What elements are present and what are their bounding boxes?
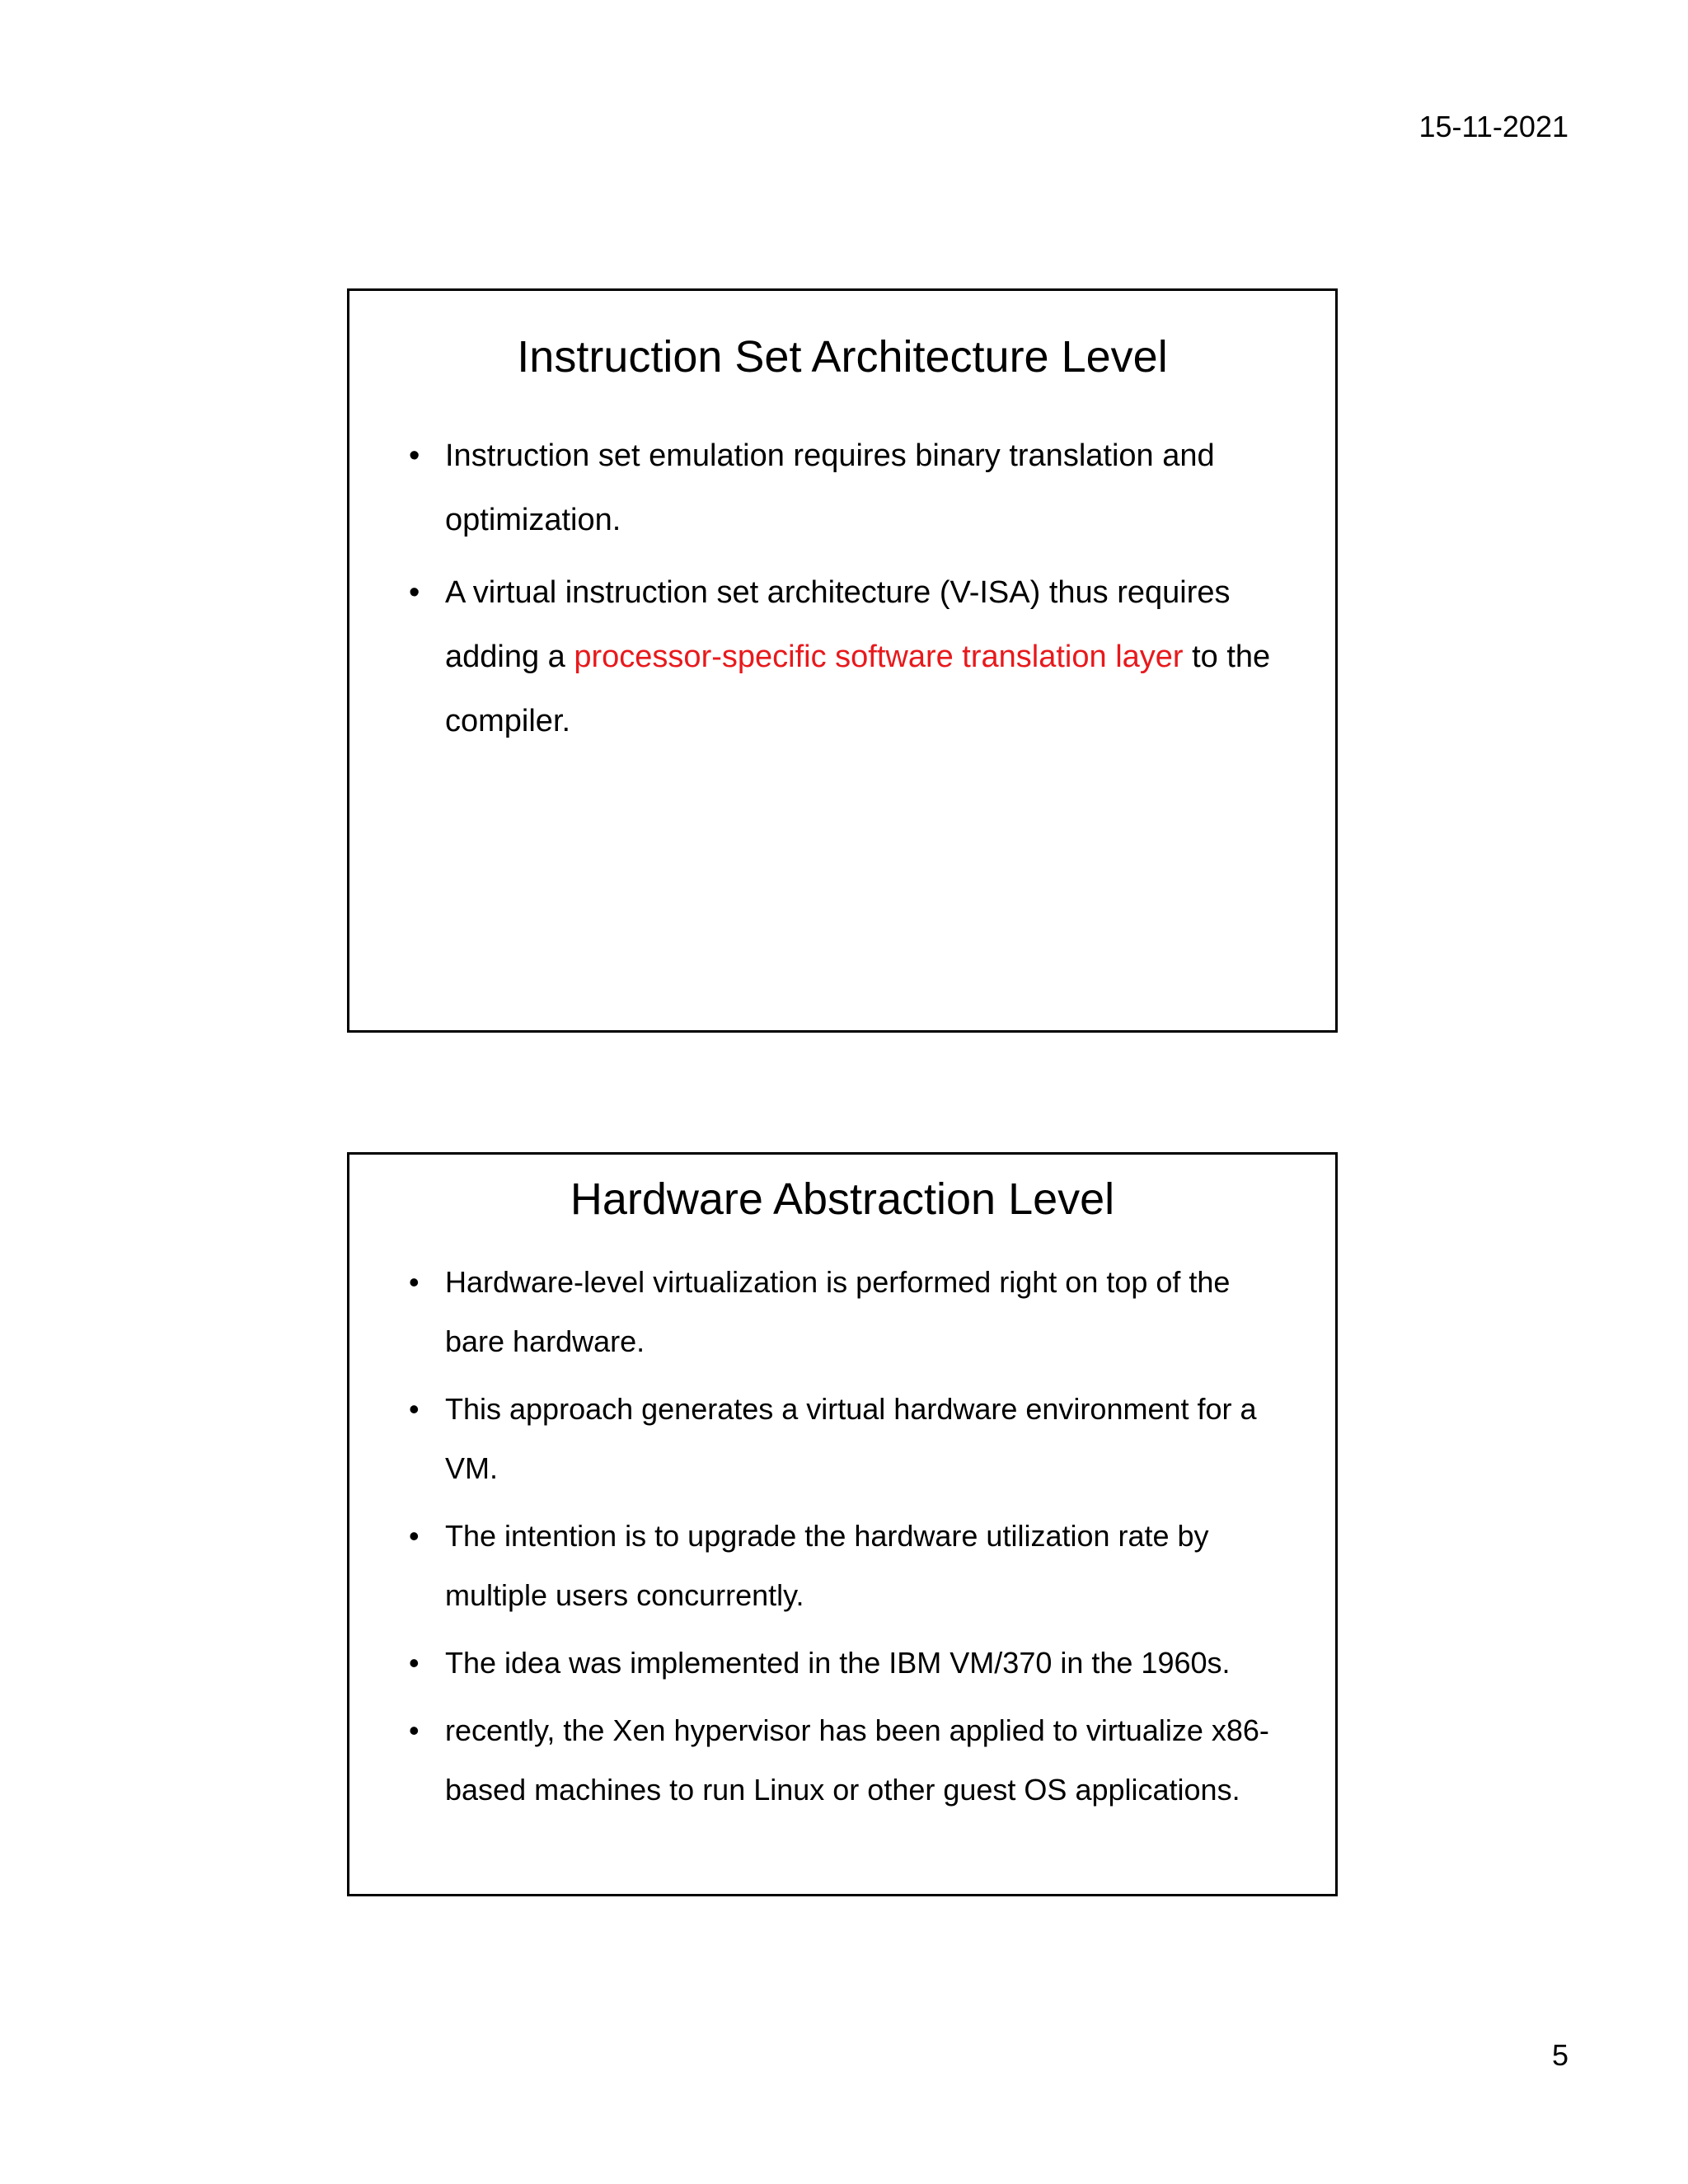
bullet-text: Hardware-level virtualization is performed right on top of the bare hardware. — [445, 1264, 1231, 1358]
bullet-item — [349, 424, 1294, 552]
page-date: 15-11-2021 — [1418, 110, 1568, 143]
highlighted-phrase: processor-specific software translation layer — [574, 639, 1184, 674]
bullet-text-end: to the compiler. — [445, 639, 1271, 738]
bullet-text — [445, 575, 1270, 738]
bullet-item — [349, 1253, 1294, 1371]
bullet-icon: • — [409, 1645, 420, 1680]
bullet-list — [349, 1253, 1335, 1820]
bullet-item — [349, 1507, 1294, 1625]
bullet-item — [349, 560, 1294, 753]
bullet-text: Instruction set emulation requires binary translation and optimization. — [445, 438, 1215, 537]
bullet-item — [349, 1633, 1294, 1693]
slide-title: Instruction Set Architecture Level — [517, 332, 1168, 382]
slide-hardware-abstraction — [347, 1152, 1338, 1896]
bullet-item — [349, 1701, 1294, 1820]
bullet-icon: • — [409, 1713, 420, 1747]
bullet-icon: • — [409, 1264, 420, 1299]
bullet-icon: • — [409, 1391, 420, 1426]
bullet-item — [349, 1380, 1294, 1498]
bullet-text: recently, the Xen hypervisor has been applied to virtualize x86-based machines to run Linux or other guest OS applications. — [445, 1713, 1269, 1807]
bullet-text: This approach generates a virtual hardware environment for a VM. — [445, 1391, 1257, 1485]
bullet-text-start: A virtual instruction set architecture (V-ISA) thus requires adding a — [445, 574, 1231, 674]
bullet-icon: • — [409, 438, 420, 473]
slide-title: Hardware Abstraction Level — [570, 1174, 1115, 1224]
page-number: 5 — [1551, 2038, 1568, 2072]
slide-instruction-set-architecture — [347, 288, 1338, 1033]
bullet-icon: • — [409, 1518, 420, 1553]
bullet-text: The idea was implemented in the IBM VM/370 in the 1960s. — [445, 1645, 1231, 1680]
bullet-text: The intention is to upgrade the hardware utilization rate by multiple users concurrently. — [445, 1518, 1209, 1612]
bullet-icon: • — [409, 574, 420, 610]
bullet-list — [349, 424, 1335, 753]
